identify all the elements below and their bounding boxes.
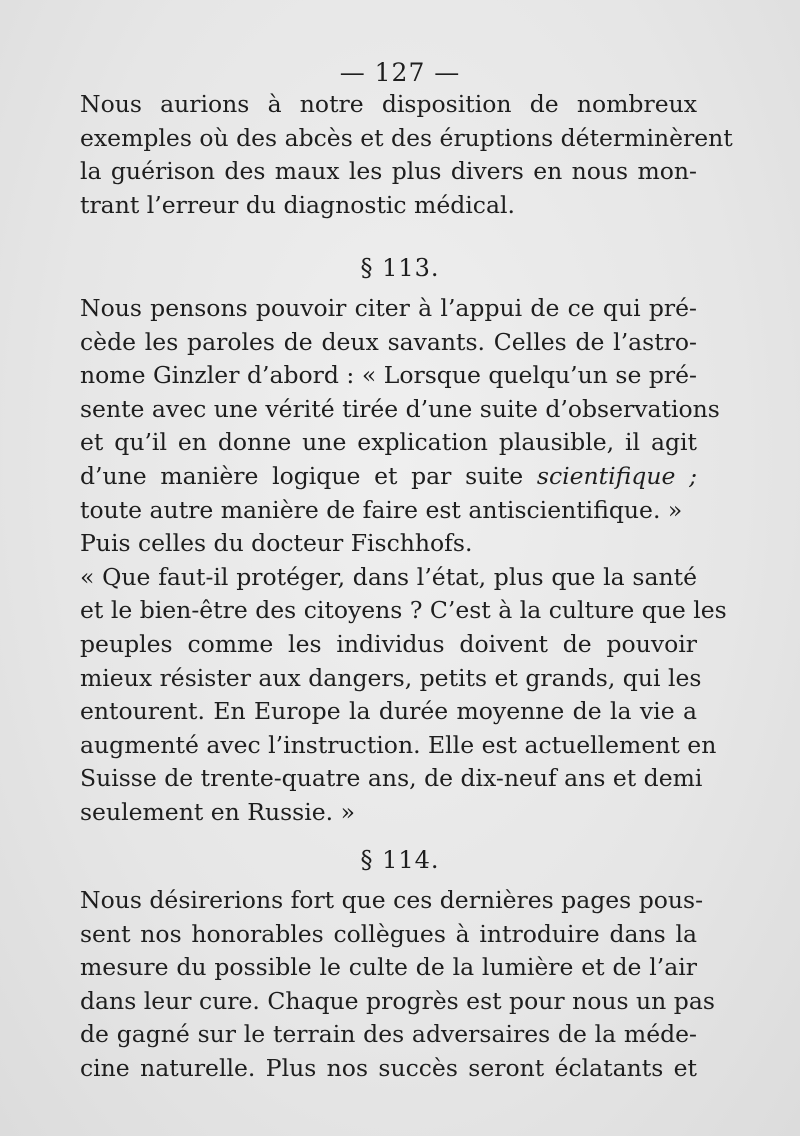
text-line: Nous aurions à notre disposition de nombreux [80,90,697,118]
text-line: sent nos honorables collègues à introduire dans la [80,919,697,948]
text-line: Suisse de trente-quatre ans, de dix-neuf ans et demi [80,764,703,793]
text-line: augmenté avec l’instruction. Elle est actuellement en [80,730,717,759]
text-line: cède les paroles de deux savants. Celles de l’astro- [80,327,697,356]
text-run: d’une manière logique et par suite [80,461,537,490]
text-line: et qu’il en donne une explication plausible, il agit [80,428,697,457]
text-line: la guérison des maux les plus divers en nous mon- [80,157,697,186]
text-line: trant l’erreur du diagnostic médical. [80,190,515,219]
text-line: sente avec une vérité tirée d’une suite d’observations [80,394,720,423]
text-line: cine naturelle. Plus nos succès seront éclatants et [80,1053,697,1082]
paragraph-closing [80,884,715,1086]
text-line: dans leur cure. Chaque progrès est pour nous un pas [80,986,715,1015]
section-heading-114: § 114. [360,846,440,874]
text-line: mieux résister aux dangers, petits et grands, qui les [80,663,702,692]
text-line: et le bien-être des citoyens ? C’est à la culture que les [80,596,727,625]
page-number: — 127 — [339,58,461,87]
section-heading-113: § 113. [360,254,440,282]
text-line: nome Ginzler d’abord : « Lorsque quelqu’un se pré- [80,361,697,390]
text-line: de gagné sur le terrain des adversaires de la méde- [80,1020,697,1049]
italic-word: scientifique ; [536,461,698,490]
text-line: toute autre manière de faire est antiscientifique. » [80,495,683,524]
text-line: Nous pensons pouvoir citer à l’appui de ce qui pré- [80,294,697,322]
text-line: Puis celles du docteur Fischhofs. [80,529,473,558]
paragraph-citations [80,292,727,830]
text-line-with-italic [80,460,697,494]
text-line: Nous désirerions fort que ces dernières pages pous- [80,886,704,914]
text-line: peuples comme les individus doivent de pouvoir [80,629,697,658]
text-line: « Que faut-il protéger, dans l’état, plus que la santé [80,562,697,591]
text-line: mesure du possible le culte de la lumière et de l’air [80,953,697,982]
paragraph-opening [80,88,733,222]
text-line: exemples où des abcès et des éruptions déterminèrent [80,123,733,152]
text-line: entourent. En Europe la durée moyenne de la vie a [80,697,697,726]
text-line: seulement en Russie. » [80,797,355,826]
